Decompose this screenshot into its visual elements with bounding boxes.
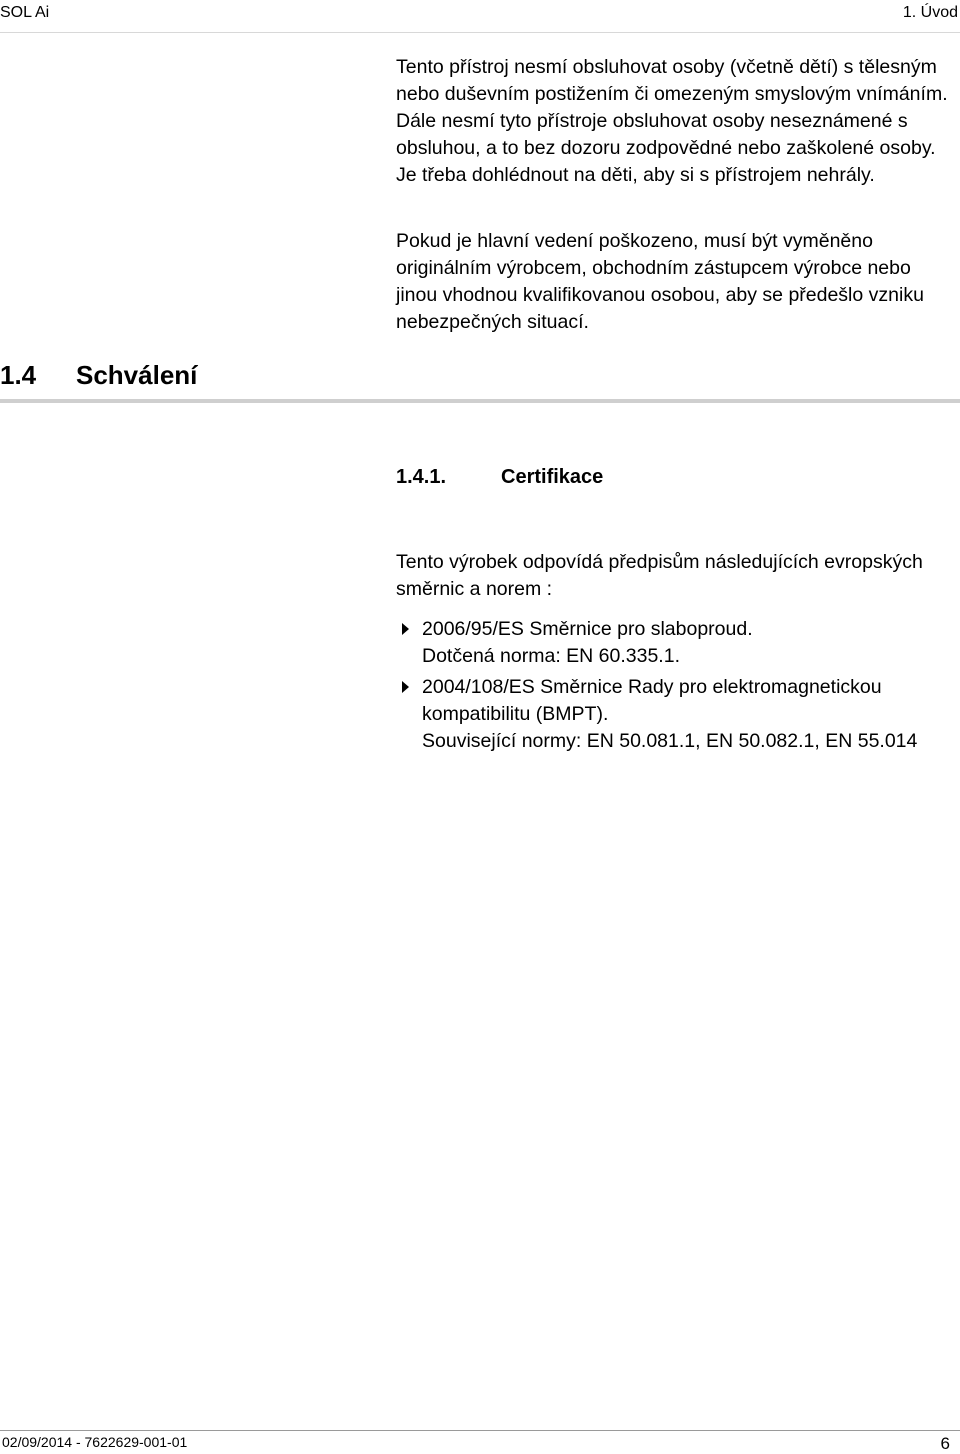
section-heading (0, 360, 197, 391)
section-title: Schválení (76, 360, 198, 390)
subsection-title: Certifikace (501, 466, 604, 488)
standard-text: Související normy: EN 50.081.1, EN 50.082.1, EN 55.014 (422, 730, 918, 752)
section-number: 1.4 (0, 360, 37, 390)
standard-text: Dotčená norma: EN 60.335.1. (422, 645, 680, 667)
directive-text: 2004/108/ES Směrnice Rady pro elektromagnetickou kompatibilitu (BMPT). (422, 676, 882, 725)
header-chapter-title: 1. Úvod (902, 4, 958, 21)
certification-list (396, 616, 958, 759)
bullet-arrow-icon (402, 623, 409, 635)
subsection-heading (396, 466, 603, 489)
footer-divider (0, 1430, 960, 1431)
paragraph-cable-damage: Pokud je hlavní vedení poškozeno, musí být vyměněno originálním výrobcem, obchodním zástupcem výrobce nebo jinou vhodnou kvalifikovanou osobou, aby se předešlo vzniku nebezpečných situací. (396, 230, 924, 333)
list-item (396, 616, 958, 670)
directive-text: 2006/95/ES Směrnice pro slaboproud. (422, 618, 753, 640)
header-product-name: SOL Ai (0, 4, 50, 21)
page-number: 6 (940, 1434, 950, 1453)
paragraph-certification-intro: Tento výrobek odpovídá předpisům následujících evropských směrnic a norem : (396, 551, 923, 600)
paragraph-safety-users: Tento přístroj nesmí obsluhovat osoby (včetně dětí) s tělesným nebo duševním postižením či omezeným smyslovým vnímáním. Dále nesmí tyto přístroje obsluhovat osoby neseznámené s obsluhou, a to bez dozoru zodpovědné nebo zaškolené osoby. Je třeba dohlédnout na děti, aby si s přístrojem nehrály. (396, 56, 948, 186)
footer-document-id: 02/09/2014 - 7622629-001-01 (2, 1434, 188, 1450)
bullet-arrow-icon (402, 681, 409, 693)
header-divider (0, 32, 960, 33)
list-item (396, 674, 958, 755)
subsection-number: 1.4.1. (396, 466, 447, 488)
section-divider (0, 399, 960, 403)
